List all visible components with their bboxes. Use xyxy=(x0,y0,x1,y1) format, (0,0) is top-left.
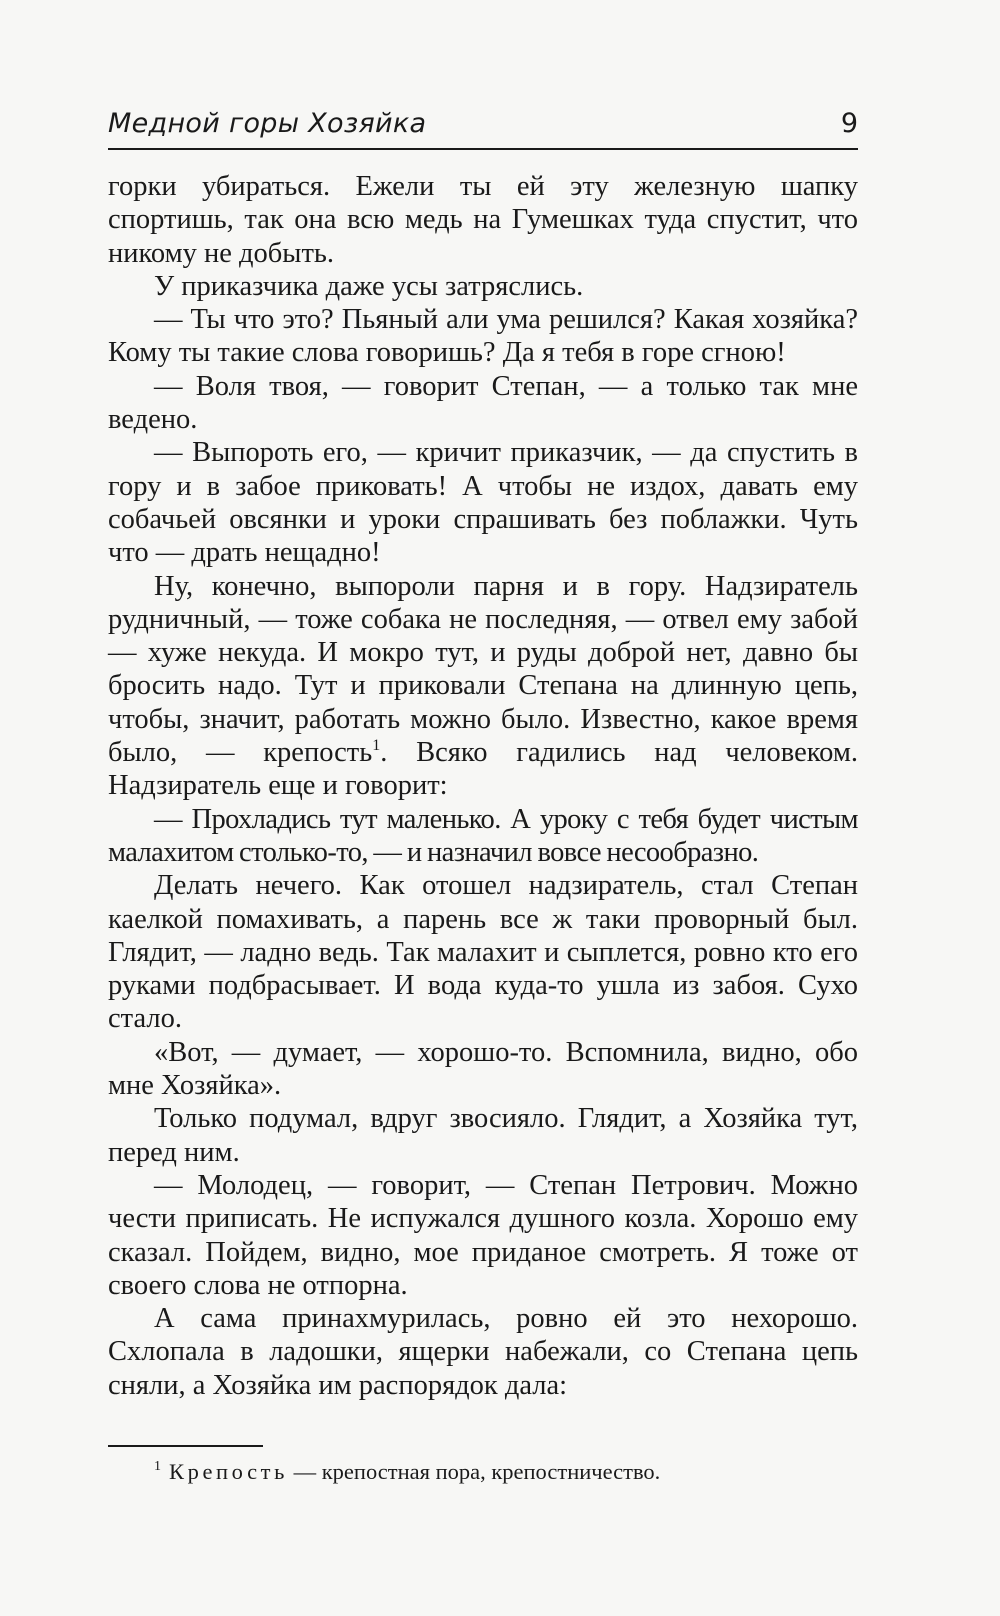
paragraph: горки убираться. Ежели ты ей эту железную шапку спортишь, так она всю медь на Гумешках туда спустит, что никому не добыть. xyxy=(108,171,858,269)
paragraph: Делать нечего. Как отошел надзиратель, стал Степан каелкой помахивать, а парень все ж таки проворный был. Глядит, — ладно ведь. Так малахит и сыплется, ровно кто его руками подбрасывает. И вода куда-то ушла из забоя. Сухо стало. xyxy=(108,870,858,1035)
body-text xyxy=(108,170,858,1402)
paragraph: А сама принахмурилась, ровно ей это нехорошо. Схлопала в ладошки, ящерки набежали, со Степана цепь сняли, а Хозяйка им распорядок дала: xyxy=(108,1303,858,1401)
paragraph: — Ты что это? Пьяный али ума решился? Какая хозяйка? Кому ты такие слова говоришь? Да я тебя в горе сгною! xyxy=(108,304,858,369)
paragraph: — Воля твоя, — говорит Степан, — а только так мне ведено. xyxy=(108,370,858,436)
paragraph-text: . Всяко гадились над человеком. Надзиратель еще и говорит: xyxy=(108,737,858,802)
page-number: 9 xyxy=(840,108,858,139)
paragraph: — Молодец, — говорит, — Степан Петрович. Можно чести приписать. Не испужался душного козла. Хорошо ему сказал. Пойдем, видно, мое приданое смотреть. Я тоже от своего слова не отпорна. xyxy=(108,1169,858,1301)
footnote-definition: — крепостная пора, крепостничество. xyxy=(287,1459,661,1484)
footnote-divider xyxy=(108,1445,263,1447)
paragraph: У приказчика даже усы затряслись. xyxy=(154,270,584,302)
paragraph-text: Ну, конечно, выпороли парня и в гору. Надзиратель рудничный, — тоже собака не последняя, — отвел ему забой — хуже некуда. И мокро тут, и руды доброй нет, давно бы бросить надо. Тут и приковали Степана на длинную цепь, чтобы, значит, работать можно было. Известно, какое время было, — крепость xyxy=(108,570,858,769)
paragraph: «Вот, — думает, — хорошо-то. Вспомнила, видно, обо мне Хозяйка». xyxy=(108,1036,858,1102)
footnote xyxy=(108,1457,858,1487)
footnote-reference: 1 xyxy=(372,737,381,755)
paragraph: — Выпороть его, — кричит приказчик, — да спустить в гору и в забое приковать! А чтобы не издох, давать ему собачьей овсянки и уроки спрашивать без поблажки. Чуть что — драть нещадно! xyxy=(108,437,858,569)
paragraph xyxy=(108,570,858,803)
footnote-marker: 1 xyxy=(154,1459,161,1474)
paragraph: Только подумал, вдруг звосияло. Глядит, а Хозяйка тут, перед ним. xyxy=(108,1103,858,1168)
running-header xyxy=(108,108,858,150)
paragraph: — Прохладись тут маленько. А уроку с тебя будет чистым малахитом столько-то, — и назначил вовсе несообразно. xyxy=(108,803,858,868)
running-title: Медной горы Хозяйка xyxy=(108,108,427,139)
footnote-term: Крепость xyxy=(169,1459,288,1484)
